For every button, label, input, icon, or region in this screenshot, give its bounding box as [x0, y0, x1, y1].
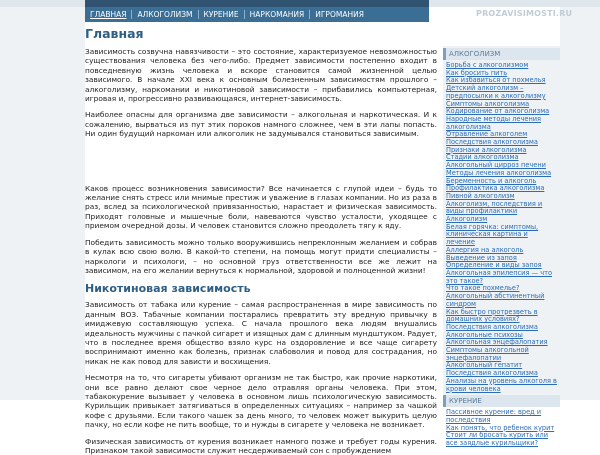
paragraph: Физическая зависимость от курения возникает намного позже и требует годы курения. Признаком такой зависимости служит несдерживаемый сон с пробуждением [85, 436, 437, 455]
sidebar-link[interactable]: Кодирование от алкоголизма [446, 107, 550, 116]
paragraph: Каков процесс возникновения зависимости? Все начинается с глупой идеи – будь то желание снять стресс или мнимые престиж и уважение в глазах компании. Но из раза в раз, вслед за психологической привязанностью, нарастает и физическая зависимость. Приходят головные и мышечные боли, навеваются чувство усталости, уходящее с приемом очередной дозы. И человек становится сложно преодолеть тягу к яду. [85, 183, 437, 231]
sidebar-link[interactable]: Признаки алкоголизма [446, 145, 527, 154]
sidebar-link[interactable]: Последствия алкоголизма [446, 138, 538, 147]
sidebar-link[interactable]: Детский алкоголизм – предпосылки к алкоголизму [446, 84, 546, 100]
sidebar-link[interactable]: Алкогольный абстинентный синдром [446, 292, 545, 308]
paragraph: Победить зависимость можно только вооружившись непреклонным желанием и собрав в кулак всю свою волю. В какой-то степени, на помощь могут придти специалисты – наркологи и психологи, – но основной груз ответственности все же лежит на зависимом, на его желании вернуться к нормальной, здоровой и полноценной жизни! [85, 237, 437, 275]
sidebar-link[interactable]: Симптомы алкоголизма [446, 99, 530, 108]
sidebar-link[interactable]: Последствия алкоголизма [446, 369, 538, 378]
sidebar-link[interactable]: Стадии алкоголизма [446, 153, 519, 162]
sidebar-smoking-list [443, 409, 560, 448]
sidebar-link[interactable]: Последствия алкоголизма [446, 322, 538, 331]
sidebar-link[interactable]: Определение и виды запоя [446, 261, 542, 270]
sidebar-link[interactable]: Аллергия на алкоголь [446, 245, 524, 254]
sidebar-link[interactable]: Что такое похмелье? [446, 284, 520, 293]
nav-item-gambling[interactable]: ИГРОМАНИЯ [315, 10, 364, 19]
sidebar-link[interactable]: Алкогольная энцефалопатия [446, 338, 548, 347]
blank-space [85, 146, 437, 184]
sidebar-link[interactable]: Пассивное курение: вред и последствия [446, 408, 542, 424]
site-domain[interactable]: PROZAVISIMOSTI.RU [476, 9, 573, 18]
sidebar-link[interactable]: Как быстро протрезветь в домашних условиях? [446, 307, 538, 324]
sidebar-link[interactable]: Отравление алкоголем [446, 130, 528, 139]
header-bar [85, 0, 429, 7]
sidebar-link[interactable]: Пивной алкоголизм [446, 191, 515, 200]
sidebar-link[interactable]: Белая горячка: симптомы, клиническая картина и лечение [446, 222, 539, 247]
nav-item-drug-addiction[interactable]: НАРКОМАНИЯ [245, 10, 311, 19]
nav-item-alcoholism[interactable]: АЛКОГОЛИЗМ [132, 10, 198, 19]
sidebar-link[interactable]: Народные методы лечения алкоголизма [446, 114, 542, 131]
sidebar-link[interactable]: Алкоголизм, последствия и виды профилактики [446, 199, 543, 216]
paragraph: Зависимость созвучна навязчивости – это состояние, характеризуемое невозможностью существования человека без чего-либо. Предмет зависимости постепенно входит в повседневную жизнь человека и вскоре становится самой жизненной целью зависимого. В начале XXI века к основным болезненным зависимостям прошлого – алкоголизму, наркомании и никотиновой зависимости – прибавились компьютерная, игровая и, прогрессивно развивающаяся, интернет-зависимость. [85, 47, 437, 104]
sidebar-link[interactable]: Выведение из запоя [446, 253, 517, 262]
paragraph: Наиболее опасны для организма две зависимости – алкогольная и наркотическая. И к сожалению, вырваться из пут этих пороков намного сложнее, чем в эти лапы попасть. Ни один будущий наркоман или алкоголик не задумывался становиться зависимым. [85, 110, 437, 139]
sidebar-link[interactable]: Алкогольный гепатит [446, 361, 523, 370]
nav-item-home[interactable]: ГЛАВНАЯ [85, 10, 132, 19]
sidebar-link[interactable]: Анализы на уровень алкоголя в крови человека [446, 376, 557, 393]
paragraph: Несмотря на то, что сигареты убивают организм не так быстро, как прочие наркотики, они все равно делают свое черное дело отравляя органы человека. При этом, табакокурение вызывает у человека в основном лишь психологическую зависимость. Курильщик привыкает затягиваться в определенных ситуациях – например за чашкой кофе с друзьями. Если такого чашек за день много, то человек может выкурить целую пачку, но если кофе не пить вообще, то и нужды в сигарете у человека не возникает. [85, 373, 437, 430]
sidebar-link[interactable]: Как понять, что ребенок курит [446, 423, 555, 432]
sidebar-heading-smoking: КУРЕНИЕ [443, 395, 560, 407]
left-background [0, 0, 85, 400]
sidebar-link[interactable]: Методы лечения алкоголизма [446, 168, 552, 177]
sidebar-link[interactable]: Алкогольный цирроз печени [446, 161, 546, 170]
right-background [560, 0, 600, 400]
sidebar-link[interactable]: Алкогольная эпилепсия — что это такое? [446, 268, 552, 285]
sidebar-link[interactable]: Как избавиться от похмелья [446, 76, 546, 85]
sidebar-link[interactable]: Борьба с алкоголизмом [446, 61, 529, 69]
sidebar-alcohol-list [443, 62, 560, 393]
sidebar-link[interactable]: Алкогольные психозы [446, 330, 523, 339]
sidebar-link[interactable]: Беременность и алкоголь [446, 176, 537, 185]
main-nav [85, 7, 429, 22]
sidebar-link[interactable]: Профилактика алкоголизма [446, 184, 545, 193]
nav-item-smoking[interactable]: КУРЕНИЕ [199, 10, 245, 19]
page-title: Главная [85, 26, 144, 41]
paragraph: Зависимость от табака или курение – самая распространенная в мире зависимость по данным ВОЗ. Табачные компании постарались превратить эту вредную привычку в имиджевую составляющую успеха. С начала прошлого века людям внушались идеальность мужчины с пачкой сигарет и изящных дам с длинным мундштуком. Радует, что в последнее время общество взяло курс на оздоровление и все чаще сигарету воспринимают именно как болезнь, признак слабоволия и повод для сострадания, но никак не как повод для зависти и восхищения. [85, 300, 437, 366]
sidebar [443, 46, 560, 448]
section-heading: Никотиновая зависимость [85, 282, 251, 296]
sidebar-link[interactable]: Симптомы алкогольной энцефалопатии [446, 346, 529, 362]
sidebar-link[interactable]: Как бросить пить [446, 68, 508, 77]
sidebar-heading-alcoholism: АЛКОГОЛИЗМ [443, 48, 560, 60]
sidebar-link[interactable]: Стоит ли бросать курить или все заядлые курильщики? [446, 431, 549, 448]
sidebar-link[interactable]: Алкоголизм [446, 215, 488, 224]
main-content [85, 26, 437, 455]
